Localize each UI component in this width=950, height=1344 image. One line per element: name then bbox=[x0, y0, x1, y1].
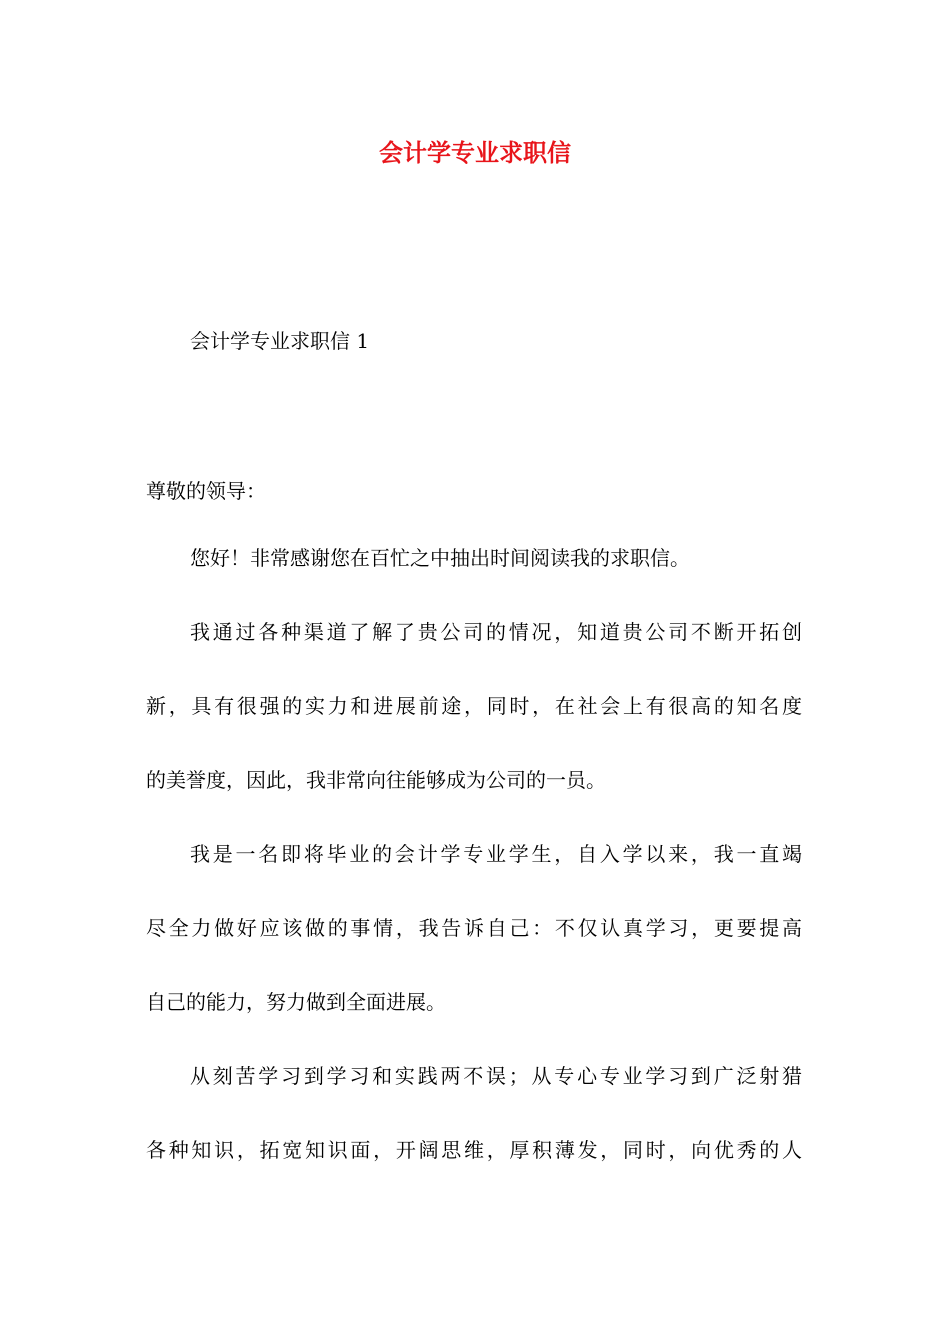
text-line: 自己的能力，努力做到全面进展。 bbox=[146, 990, 446, 1014]
text-line: 新，具有很强的实力和进展前途，同时，在社会上有很高的知名度 bbox=[146, 694, 802, 718]
text-line: 的美誉度，因此，我非常向往能够成为公司的一员。 bbox=[146, 768, 606, 792]
text-line: 我通过各种渠道了解了贵公司的情况，知道贵公司不断开拓创 bbox=[190, 620, 802, 644]
text-line: 我是一名即将毕业的会计学专业学生，自入学以来，我一直竭 bbox=[190, 842, 802, 866]
letter-body bbox=[146, 540, 802, 1206]
text-line: 从刻苦学习到学习和实践两不误；从专心专业学习到广泛射猎 bbox=[190, 1064, 802, 1088]
paragraph bbox=[146, 1058, 802, 1168]
paragraph bbox=[146, 614, 802, 798]
text-line: 尽全力做好应该做的事情，我告诉自己：不仅认真学习，更要提高 bbox=[146, 916, 802, 940]
letter-heading: 会计学专业求职信 1 bbox=[190, 329, 370, 353]
text-line: 各种知识，拓宽知识面，开阔思维，厚积薄发，同时，向优秀的人 bbox=[146, 1138, 802, 1162]
salutation: 尊敬的领导： bbox=[146, 479, 266, 503]
paragraph bbox=[146, 540, 802, 576]
paragraph bbox=[146, 836, 802, 1020]
text-line: 您好！非常感谢您在百忙之中抽出时间阅读我的求职信。 bbox=[190, 546, 690, 570]
document-title: 会计学专业求职信 bbox=[379, 138, 571, 167]
